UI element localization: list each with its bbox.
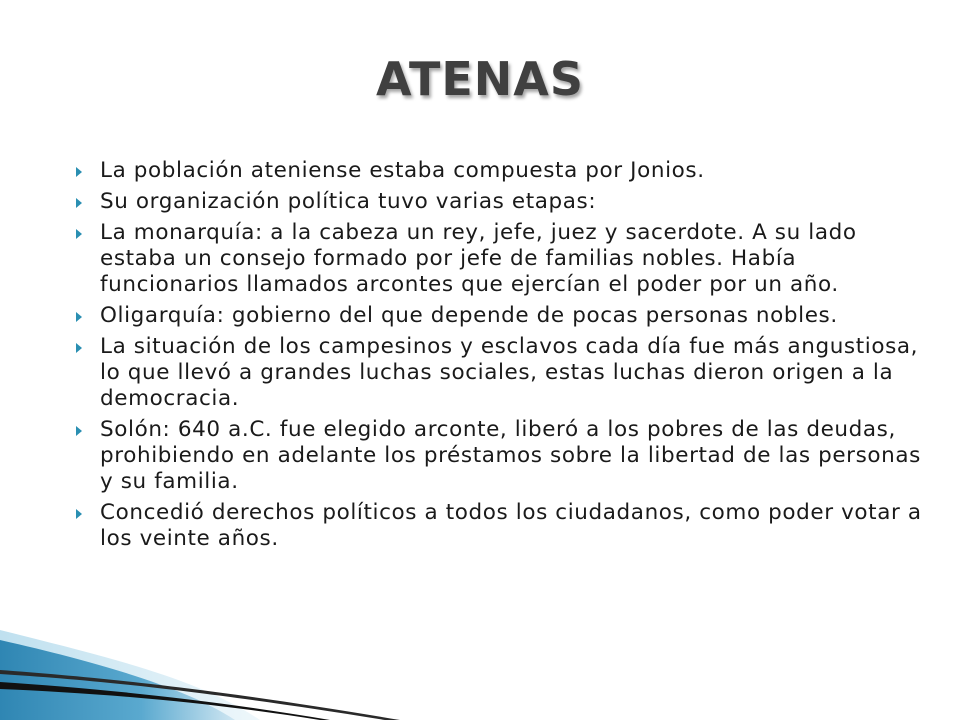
bullet-text: La población ateniense estaba compuesta por Jonios. <box>100 158 705 183</box>
triangle-right-icon <box>76 509 82 519</box>
list-item <box>72 158 922 184</box>
list-item <box>72 500 922 552</box>
list-item <box>72 189 922 215</box>
bullet-text: Solón: 640 a.C. fue elegido arconte, liberó a los pobres de las deudas, prohibiendo en adelante los préstamos sobre la libertad de las personas y su familia. <box>100 417 921 494</box>
triangle-right-icon <box>76 198 82 208</box>
bullet-text: La situación de los campesinos y esclavos cada día fue más angustiosa, lo que llevó a grandes luchas sociales, estas luchas dieron origen a la democracia. <box>100 334 919 411</box>
decorative-corner-swoosh <box>0 570 420 720</box>
bullet-text: Su organización política tuvo varias etapas: <box>100 189 597 214</box>
slide-title: ATENAS <box>375 52 585 106</box>
triangle-right-icon <box>76 229 82 239</box>
triangle-right-icon <box>76 312 82 322</box>
bullet-text: La monarquía: a la cabeza un rey, jefe, juez y sacerdote. A su lado estaba un consejo formado por jefe de familias nobles. Había funcionarios llamados arcontes que ejercían el poder por un año. <box>100 220 857 297</box>
bullet-list <box>72 158 922 557</box>
triangle-right-icon <box>76 426 82 436</box>
triangle-right-icon <box>76 167 82 177</box>
bullet-text: Oligarquía: gobierno del que depende de pocas personas nobles. <box>100 303 838 328</box>
list-item <box>72 334 922 412</box>
list-item <box>72 220 922 298</box>
list-item <box>72 417 922 495</box>
bullet-text: Concedió derechos políticos a todos los ciudadanos, como poder votar a los veinte años. <box>100 500 922 551</box>
list-item <box>72 303 922 329</box>
triangle-right-icon <box>76 343 82 353</box>
